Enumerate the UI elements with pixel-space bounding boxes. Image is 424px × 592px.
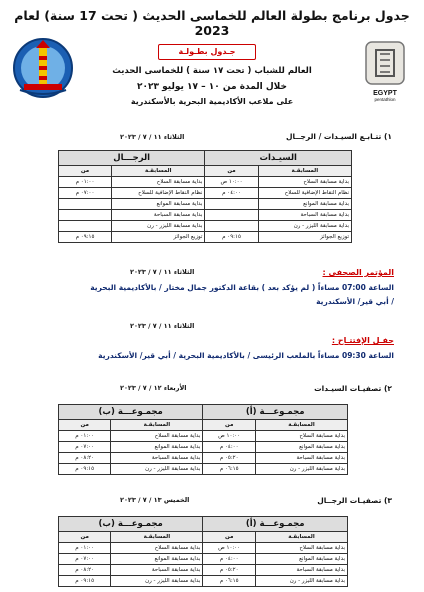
press-line-1: الساعة 07:00 مساءاً ( لم يؤكد بعد ) بقاعة الدكتور جمال مختار / بالأكاديمية البحرية xyxy=(90,283,394,292)
col-event: المسابقـة xyxy=(112,166,205,177)
cell-event: بداية مسابقة السباحة xyxy=(258,210,351,221)
cell-time: ٠٤:٠٠ م xyxy=(205,188,258,199)
cell-event: بداية مسابقة الموانع xyxy=(111,442,203,453)
pentathlon-emblem-icon xyxy=(360,40,410,86)
cell-event: توزيع الجوائز xyxy=(258,232,351,243)
cell-event: بداية مسابقة الموانع xyxy=(255,442,347,453)
group-a-title: مجمـوعـــة (أ) xyxy=(203,517,348,532)
opening-line-1: الساعة 09:30 مساءاً بالملعب الرئيسى / بالأكاديمية البحرية / أبي قير/ الأسكندرية xyxy=(98,351,394,360)
cell-event: بداية مسابقة الموانع xyxy=(258,199,351,210)
cell-event: بداية مسابقة السباحة xyxy=(255,453,347,464)
section2-table xyxy=(58,404,348,475)
cell-time: ٠٩:١٥ م xyxy=(59,464,111,475)
table-row xyxy=(59,576,348,587)
col-from: من xyxy=(203,532,256,543)
section3-date: الخميس ١٣ / ٧ / ٢٠٢٣ xyxy=(120,496,190,504)
press-line-2: / أبي قير/ الأسكندرية xyxy=(316,297,394,306)
cell-event: بداية مسابقة السباحة xyxy=(111,453,203,464)
cell-event: بداية مسابقة السلاح xyxy=(111,543,203,554)
cell-time: ٠٤:٠٠ م xyxy=(203,442,256,453)
table-row xyxy=(59,431,348,442)
cell-event: بداية مسابقة السباحة xyxy=(112,210,205,221)
lighthouse-logo-icon xyxy=(12,34,74,102)
table-row xyxy=(59,565,348,576)
cell-time: ١٠:٠٠ ص xyxy=(203,543,256,554)
cell-time xyxy=(205,199,258,210)
table-row xyxy=(59,199,352,210)
cell-time: ٠١:٠٠ م xyxy=(59,177,112,188)
group-a-title: مجمـوعـــة (أ) xyxy=(203,405,348,420)
cell-event: بداية مسابقة السلاح xyxy=(255,543,347,554)
col-event: المسابقـة xyxy=(111,532,203,543)
cell-event: بداية مسابقة الليزر - رن xyxy=(111,464,203,475)
cell-event: توزيع الجوائز xyxy=(112,232,205,243)
cell-event: بداية مسابقة الموانع xyxy=(255,554,347,565)
header-box: جـدول بطـولـة xyxy=(158,44,256,60)
logo-egypt-text: EGYPT xyxy=(373,90,397,97)
header-line-2: خلال المدة من ١٠ – ١٧ يوليو ٢٠٢٣ xyxy=(137,82,287,92)
table-row xyxy=(59,188,352,199)
cell-event: بداية مسابقة السلاح xyxy=(255,431,347,442)
col-from: من xyxy=(59,166,112,177)
logo-pentathlon-text: pentathlon xyxy=(374,97,396,102)
cell-event: بداية مسابقة السباحة xyxy=(255,565,347,576)
cell-event: بداية مسابقة السلاح xyxy=(112,177,205,188)
cell-event: بداية مسابقة الليزر - رن xyxy=(258,221,351,232)
cell-time: ٠٧:٠٠ م xyxy=(59,442,111,453)
col-event: المسابقـة xyxy=(258,166,351,177)
opening-date: الثلاثاء ١١ / ٧ / ٢٠٢٣ xyxy=(130,322,195,330)
cell-time: ٠٩:١٥ م xyxy=(59,576,111,587)
men-title: الرجـــال xyxy=(59,151,205,166)
table-row xyxy=(59,554,348,565)
cell-time: ٠٧:٠٠ م xyxy=(59,188,112,199)
col-event: المسابقـة xyxy=(255,532,347,543)
header-line-1: العالم للشباب ( تحت ١٧ سنة ) للخماسى الحديث xyxy=(112,66,312,76)
opening-heading: حفـل الإفتتـاح : xyxy=(331,336,394,345)
cell-time: ٠٦:١٥ م xyxy=(203,464,256,475)
cell-event: بداية مسابقة الليزر - رن xyxy=(111,576,203,587)
cell-time: ٠٤:٠٠ م xyxy=(203,554,256,565)
cell-event: بداية مسابقة الليزر - رن xyxy=(255,464,347,475)
cell-time: ١٠:٠٠ ص xyxy=(205,177,258,188)
col-event: المسابقـة xyxy=(111,420,203,431)
cell-time: ٠٥:٢٠ م xyxy=(203,453,256,464)
cell-time xyxy=(59,210,112,221)
cell-event: بداية مسابقة الليزر - رن xyxy=(112,221,205,232)
col-from: من xyxy=(59,420,111,431)
cell-time: ٠٩:١٥ م xyxy=(59,232,112,243)
group-b-title: مجمـوعـــة (ب) xyxy=(59,405,203,420)
cell-time: ١٠:٠٠ ص xyxy=(203,431,256,442)
cell-event: بداية مسابقة الموانع xyxy=(111,554,203,565)
cell-time xyxy=(59,221,112,232)
col-from: من xyxy=(205,166,258,177)
section3-heading: ٣) تصفيـات الرجــال xyxy=(317,496,392,505)
section1-table xyxy=(58,150,352,243)
section1-date: الثلاثاء ١١ / ٧ / ٢٠٢٣ xyxy=(120,133,185,141)
table-row xyxy=(59,177,352,188)
document-title: جدول برنامج بطولة العالم للخماسى الحديث ( تحت 17 سنة) لعام 2023 xyxy=(14,8,410,38)
egypt-pentathlon-logo xyxy=(360,40,410,106)
col-event: المسابقـة xyxy=(255,420,347,431)
cell-time xyxy=(205,210,258,221)
press-heading: المؤتمر الصحفى : xyxy=(322,268,394,277)
cell-event: بداية مسابقة السلاح xyxy=(258,177,351,188)
table-row xyxy=(59,453,348,464)
cell-time: ٠٦:١٥ م xyxy=(203,576,256,587)
cell-event: نظام النقاط الإضافية للسلاح xyxy=(112,188,205,199)
section2-heading: ٢) تصفيـات السيـدات xyxy=(314,384,392,393)
cell-time: ٠١:٠٠ م xyxy=(59,543,111,554)
cell-time xyxy=(59,199,112,210)
cell-time: ٠٩:١٥ م xyxy=(205,232,258,243)
table-row xyxy=(59,464,348,475)
cell-time: ٠٨:٢٠ م xyxy=(59,453,111,464)
cell-event: بداية مسابقة الليزر - رن xyxy=(255,576,347,587)
col-from: من xyxy=(59,532,111,543)
table-row xyxy=(59,543,348,554)
women-title: السيـدات xyxy=(205,151,352,166)
cell-time: ٠٨:٢٠ م xyxy=(59,565,111,576)
table-row xyxy=(59,232,352,243)
table-row xyxy=(59,221,352,232)
group-b-title: مجمـوعـــة (ب) xyxy=(59,517,203,532)
col-from: من xyxy=(203,420,256,431)
table-row xyxy=(59,210,352,221)
cell-time: ٠٥:٢٠ م xyxy=(203,565,256,576)
cell-time xyxy=(205,221,258,232)
cell-event: بداية مسابقة الموانع xyxy=(112,199,205,210)
cell-event: بداية مسابقة السلاح xyxy=(111,431,203,442)
header-line-3: على ملاعب الأكاديمية البحرية بالأسكندرية xyxy=(130,97,294,106)
cell-event: بداية مسابقة السباحة xyxy=(111,565,203,576)
section1-heading: ١) تتـابـع السيـدات / الرجــال xyxy=(286,132,392,141)
cell-event: نظام النقاط الإضافية للسلاح xyxy=(258,188,351,199)
cell-time: ٠٧:٠٠ م xyxy=(59,554,111,565)
cell-time: ٠١:٠٠ م xyxy=(59,431,111,442)
section2-date: الأربعاء ١٢ / ٧ / ٢٠٢٣ xyxy=(120,384,187,392)
section3-table xyxy=(58,516,348,587)
press-date: الثلاثاء ١١ / ٧ / ٢٠٢٣ xyxy=(130,268,195,276)
table-row xyxy=(59,442,348,453)
